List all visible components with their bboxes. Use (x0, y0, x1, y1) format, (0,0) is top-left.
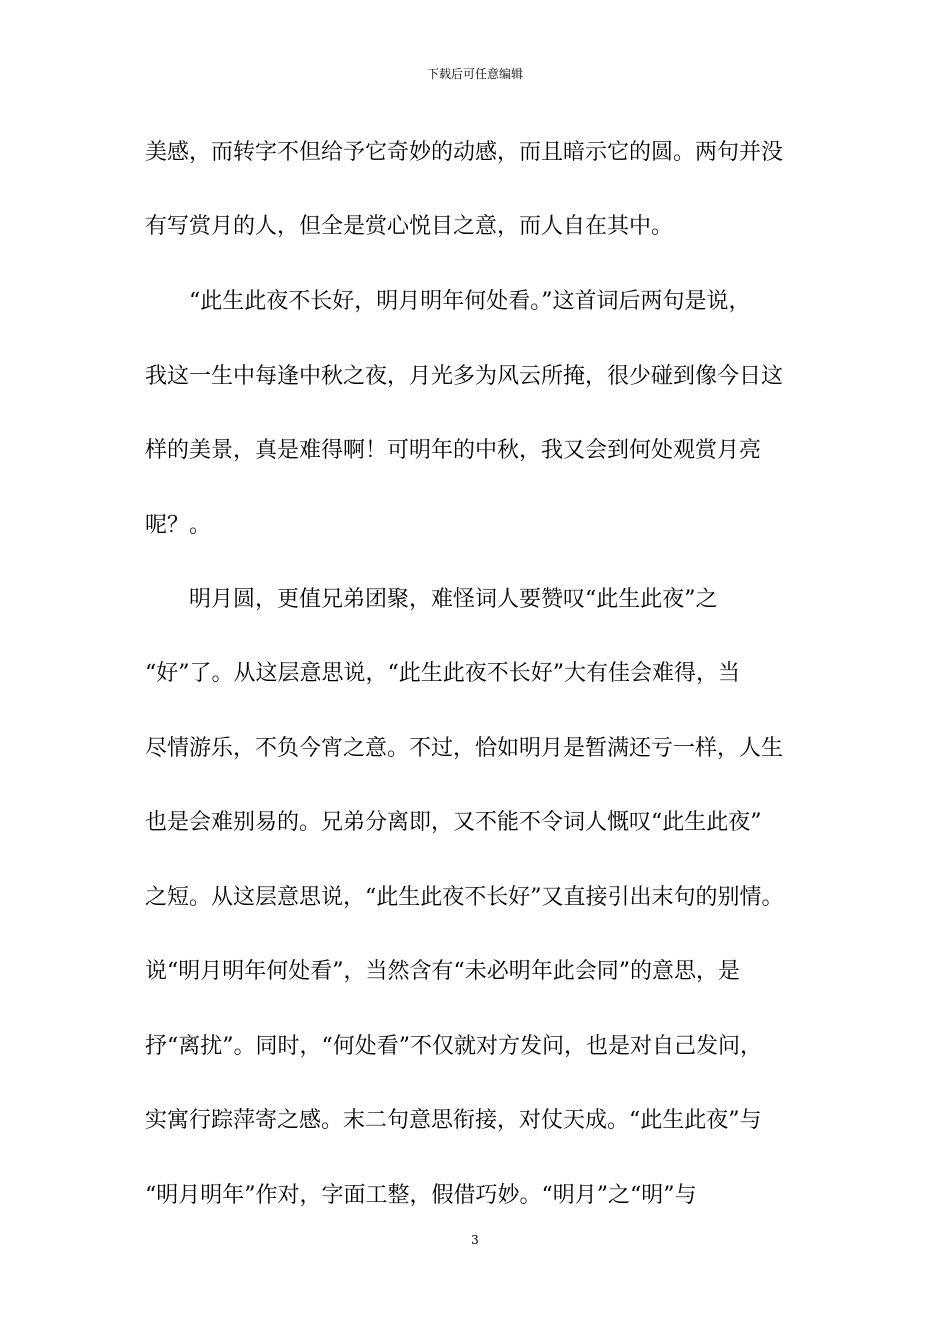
body-text-line: 样的美景，真是难得啊！可明年的中秋，我又会到何处观赏月亮 (145, 438, 762, 463)
page-header: 下载后可任意编辑 (426, 67, 523, 81)
body-text-line: “好”了。从这层意思说，“此生此夜不长好”大有佳会难得，当 (145, 661, 740, 686)
body-text-line: 明月圆，更值兄弟团聚，难怪词人要赞叹“此生此夜”之 (145, 587, 718, 612)
body-text-line: 也是会难别易的。兄弟分离即，又不能不令词人慨叹“此生此夜” (145, 810, 762, 835)
body-text-line: 之短。从这层意思说，“此生此夜不长好”又直接引出末句的别情。 (145, 885, 784, 910)
body-text-line: 实寓行踪萍寄之感。末二句意思衔接，对仗天成。“此生此夜”与 (145, 1108, 762, 1133)
body-text-line: 美感，而转字不但给予它奇妙的动感，而且暗示它的圆。两句并没 (145, 140, 784, 165)
body-text-line: 有写赏月的人，但全是赏心悦目之意，而人自在其中。 (145, 214, 674, 239)
page-number: 3 (471, 1233, 479, 1247)
body-text-line: “此生此夜不长好，明月明年何处看。”这首词后两句是说， (145, 289, 751, 314)
body-text-line: 我这一生中每逢中秋之夜，月光多为风云所掩，很少碰到像今日这 (145, 364, 784, 389)
body-text-line: 说“明月明年何处看”，当然含有“未必明年此会同”的意思，是 (145, 959, 740, 984)
body-text-line: 尽情游乐，不负今宵之意。不过，恰如明月是暂满还亏一样，人生 (145, 736, 784, 761)
body-text-line: “明月明年”作对，字面工整，假借巧妙。“明月”之“明”与 (145, 1183, 697, 1208)
body-text-line: 抒“离扰”。同时，“何处看”不仅就对方发问，也是对自己发问， (145, 1034, 762, 1059)
body-text-line: 呢？。 (145, 513, 212, 538)
